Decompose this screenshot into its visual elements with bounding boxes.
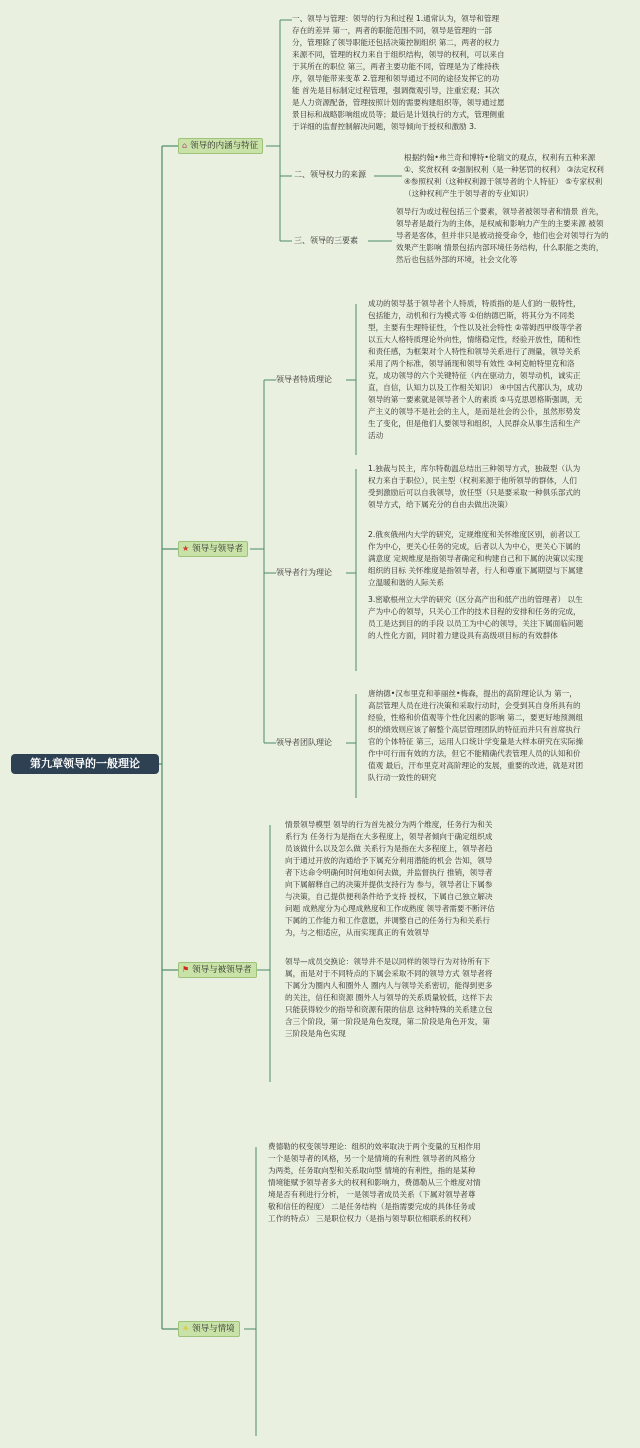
- situational-model-text: 情景领导模型 领导的行为首先被分为两个维度，任务行为和关系行为 任务行为是指在大多程度上，领导者倾向于确定组织成员该做什么以及怎么做 关系行为是指在大多程度上，领导者趋向于通过开放的沟通给予下属充分利用潜能的机会 告知，领导者下达命令明确何时何地如何去做，并监督执行 推销，领导者向下属解释自己的决策并提供支持行为 参与，领导者让下属参与决策，自己提供便利条件给予支持 授权，下属自己独立解决问题 成熟度分为心理成熟度和工作成熟度 领导者需要不断评估下属的工作能力和工作意愿，并调整自己的任务行为和关系行为，与之相适应，从而实现真正的有效领导: [285, 820, 495, 937]
- contingency-theory-text: 费德勒的权变领导理论：组织的效率取决于两个变量的互相作用一个是领导者的风格，另一个是情境的有利性 领导者的风格分为两类，任务取向型和关系取向型 情境的有利性，指的是某种情境能赋予领导者多大的权利和影响力，费德勒从三个维度对情境是否有利进行分析， 一是领导者成员关系（下属对领导者尊敬和信任的程度） 二是任务结构（是指需要完成的具体任务或工作的特点） 三是职位权力（是指与领导职位相联系的权利）: [268, 1142, 481, 1223]
- category-label: 领导与领导者: [192, 544, 244, 554]
- category-followers[interactable]: [178, 962, 257, 978]
- category-label: 领导的内涵与特征: [190, 141, 259, 151]
- power-source-label[interactable]: 二、领导权力的来源: [294, 170, 366, 179]
- three-elements-text: 领导行为或过程包括三个要素，领导者被领导者和情景 首先，领导者是最行为的主体，是权威和影响力产生的主要来源 被领导者是客体，但并非只是被动接受命令，他们也会对领导行为的效果产生影响 情景包括内部环境任务结构，什么职能之类的，然后也包括外部的环境，社会文化等: [396, 207, 609, 264]
- flag-icon: ⚑: [182, 965, 190, 974]
- trait-theory-label[interactable]: 领导者特质理论: [276, 375, 332, 384]
- team-theory-text: 唐纳德•汉布里克和菲丽丝•梅森，提出的高阶理论认为 第一，高层管理人员在进行决策和采取行动时，会受到其自身所具有的经验，性格和价值观等个性化因素的影响 第二，要更好地预测组织的绩效则应该了解整个高层管理团队的特征而并只有首席执行官的个体特征 第三，运用人口统计学变量是大样本研究在实际操作中可行而有效的方法，但它不能精确代表管理人员的认知和价值观 最后，汗布里克对高阶理论的发展，重要的改进，就是对团队行动一致性的研究: [368, 689, 584, 782]
- behavior-theory-label[interactable]: 领导者行为理论: [276, 568, 332, 577]
- category-label: 领导与被领导者: [192, 965, 252, 975]
- behavior-theory-text-2: 2.俄亥俄州内大学的研究，定规维度和关怀维度区别，前者以工作为中心，更关心任务的完成，后者以人为中心，更关心下属的满意度 定规维度是指领导者确定和构建自己和下属的决策以实现组织的目标 关怀维度是指领导者，行人和尊重下属期望与下属建立温暖和谐的人际关系: [368, 530, 584, 587]
- category-leader[interactable]: [178, 541, 248, 557]
- sun-icon: ☀: [182, 1324, 190, 1333]
- category-intro[interactable]: [178, 138, 263, 154]
- star-icon: ★: [182, 544, 190, 553]
- category-situation[interactable]: [178, 1321, 240, 1337]
- team-theory-label[interactable]: 领导者团队理论: [276, 738, 332, 747]
- root-topic[interactable]: 第九章领导的一般理论: [11, 754, 159, 774]
- three-elements-label[interactable]: 三、领导的三要素: [294, 236, 358, 245]
- power-source-text: 根据约翰•弗兰奇和博特•伦瑞文的观点，权利有五种来源 ①、奖赏权利 ②强制权利（是一种惩罚的权利） ③法定权利 ④参照权利（这种权利源于领导者的个人特征） ⑤专家权利（这种权利产生于领导者的专业知识）: [404, 153, 604, 198]
- category-label: 领导与情境: [192, 1324, 235, 1334]
- behavior-theory-text-3: 3.密歇根州立大学的研究（区分高产出和低产出的管理者） 以生产为中心的领导，只关心工作的技术目程的安排和任务的完成，员工是达到目的的手段 以员工为中心的领导，关注下属面临问题的人性化方面，同时着力建设具有高级项目标的有效群体: [368, 595, 584, 640]
- home-icon: ⌂: [182, 141, 188, 150]
- trait-theory-text: 成功的领导基于领导者个人特质，特质指的是人们的一般特性，包括能力，动机和行为模式等 ①伯纳德巴斯，将其分为不同类型，主要有生理特征性，个性以及社会特性 ②蒂姆西甲级等学者以五大人格特质理论外向性，情绪稳定性，经验开放性，随和性和责任感，为框架对个人特性和领导关系进行了测量，领导关系采用了两个标准，领导涌现和领导有效性 ③柯克帕特里克和洛克，成功领导的六个关键特征（内在驱动力，领导动机，诚实正直，自信，认知力以及工作相关知识） ④中国古代都认为，成功领导的第一要素就是领导者个人的素质 ⑤马克思恩格斯强调，无产主义的领导不是社会的主人，是而是社会的公仆，虽然形势发生了变化，但是他们人要领导和组织，人民群众从事生活和生产活动: [368, 299, 583, 440]
- lmx-theory-text: 领导—成员交换论：领导并不是以同样的领导行为对待所有下属，而是对于不同特点的下属会采取不同的领导方式 领导者将下属分为圈内人和圈外人 圈内人与领导关系密切，能得到更多的关注，信任和资源 圈外人与领导的关系质量较低，这样下去只能获得较少的指导和资源有限的信息 这种特殊的关系建立包含三个阶段，第一阶段是角色发现，第二阶段是角色开发，第三阶段是角色实现: [285, 957, 493, 1038]
- behavior-theory-text-1: 1.独裁与民主，库尔特勒温总结出三种领导方式，独裁型（认为权力来自于职位），民主型（权利来源于他所领导的群体，人们受到激励后可以自我领导，放任型（只是要采取一种俱乐部式的领导方式，给下属充分的自由去做出决策）: [368, 464, 581, 509]
- management-vs-leadership-text: 一、领导与管理：领导的行为和过程 1.通常认为，领导和管理存在的差异 第一，两者的职能范围不同，领导是管理的一部分，管理除了领导职能还包括决策控制组织 第二，两者的权力来源不同，管理的权力来自于组织结构，领导的权利，可以来自于其所在的职位 第三，两者主要功能不同，管理是为了维持秩序，领导能带来变革 2.管理和领导通过不同的途径发挥它的功能 首先是目标制定过程管理，强调微观引导，注重宏观；其次是人力资源配备，管理按照计划的需要构建组织等，领导通过愿景目标和战略影响组成员等；最后是计划执行的方式，管理侧重于详细的监督控制解决问题，领导倾向于授权和激励 3.: [292, 14, 505, 131]
